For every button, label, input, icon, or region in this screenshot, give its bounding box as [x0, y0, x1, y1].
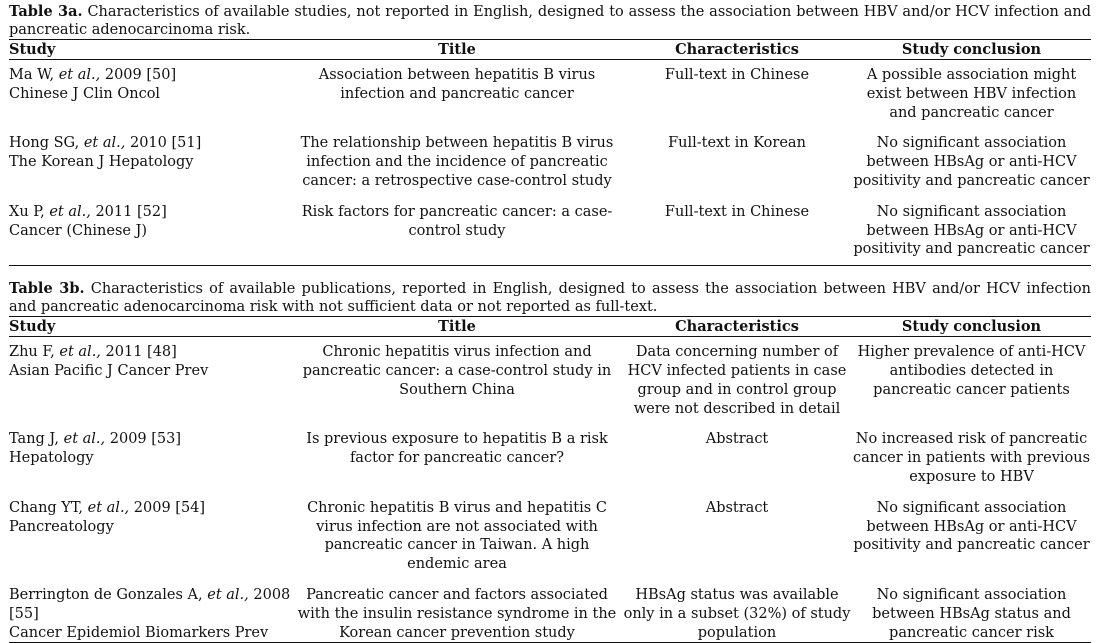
- title-cell: Chronic hepatitis virus infection and pancreatic cancer: a case-control study in Southern China: [302, 344, 612, 398]
- table-row: [9, 60, 1091, 129]
- study-cell: [9, 197, 292, 266]
- conclusion-cell: No significant association between HBsAg or anti-HCV positivity and pancreatic cancer: [852, 197, 1091, 266]
- study-etal: et al.,: [83, 135, 126, 152]
- study-journal: Cancer Epidemiol Biomarkers Prev: [9, 624, 269, 641]
- title-cell: The relationship between hepatitis B virus infection and the incidence of pancreatic cancer: a retrospective case-control study: [300, 135, 614, 189]
- title-cell: Is previous exposure to hepatitis B a risk factor for pancreatic cancer?: [306, 431, 608, 467]
- characteristics-cell: Abstract: [705, 499, 769, 516]
- study-cell: [9, 424, 292, 492]
- study-journal: Chinese J Clin Oncol: [9, 85, 161, 102]
- study-cell: [9, 128, 292, 196]
- title-cell: Pancreatic cancer and factors associated with the insulin resistance syndrome in the Korean cancer prevention study: [292, 580, 622, 643]
- header-characteristics: Characteristics: [622, 40, 852, 60]
- conclusion-cell: No significant association between HBsAg status and pancreatic cancer risk: [852, 580, 1091, 643]
- study-journal: Hepatology: [9, 450, 94, 467]
- conclusion-cell: A possible association might exist between HBV infection and pancreatic cancer: [866, 67, 1077, 121]
- study-journal: Asian Pacific J Cancer Prev: [9, 362, 209, 379]
- study-citation: 2011 [52]: [95, 203, 167, 220]
- study-etal: et al.,: [59, 344, 101, 361]
- study-journal: The Korean J Hepatology: [9, 154, 194, 171]
- characteristics-cell: Abstract: [705, 431, 769, 448]
- header-title: Title: [292, 40, 622, 60]
- study-etal: et al.,: [63, 431, 106, 448]
- table-row: [9, 128, 1091, 196]
- study-cell: [9, 337, 292, 425]
- characteristics-cell: Full-text in Chinese: [664, 67, 810, 83]
- table-3b-caption: [9, 280, 1091, 316]
- study-author: Zhu F,: [9, 344, 55, 361]
- study-author: Xu P,: [9, 203, 45, 220]
- table-row: [9, 493, 1091, 580]
- conclusion-cell: No significant association between HBsAg or anti-HCV positivity and pancreatic cancer: [853, 499, 1090, 554]
- study-cell: [9, 60, 292, 129]
- table-header-row: [9, 317, 1091, 337]
- study-author: Berrington de Gonzales A,: [9, 586, 203, 603]
- study-citation: 2010 [51]: [129, 135, 202, 152]
- conclusion-cell: No increased risk of pancreatic cancer in patients with previous exposure to HBV: [852, 431, 1091, 485]
- characteristics-cell: Data concerning number of HCV infected patients in case group and in control group were not described in detail: [627, 344, 847, 417]
- study-author: Chang YT,: [9, 499, 84, 516]
- header-study: Study: [9, 317, 292, 337]
- study-cell: [9, 493, 292, 580]
- study-citation: 2008 [55]: [9, 586, 291, 622]
- table-row: [9, 424, 1091, 492]
- study-author: Ma W,: [9, 67, 55, 83]
- title-cell: Chronic hepatitis B virus and hepatitis C virus infection are not associated with pancreatic cancer in Taiwan. A high endemic area: [307, 499, 607, 573]
- study-journal: Pancreatology: [9, 518, 114, 535]
- study-etal: et al.,: [49, 203, 91, 220]
- caption-text: Characteristics of available studies, not reported in English, designed to assess the association between HBV and/or HCV infection and pancreatic adenocarcinoma risk.: [9, 4, 1091, 38]
- table-row: [9, 197, 1091, 266]
- table-3b: [9, 316, 1091, 643]
- header-study-conclusion: Study conclusion: [852, 317, 1091, 337]
- characteristics-cell: Full-text in Chinese: [622, 197, 852, 266]
- characteristics-cell: HBsAg status was available only in a subset (32%) of study population: [622, 580, 852, 643]
- conclusion-cell: Higher prevalence of anti-HCV antibodies detected in pancreatic cancer patients: [857, 344, 1086, 398]
- study-cell: [9, 580, 292, 643]
- table-label: Table 3a.: [9, 3, 83, 20]
- table-3a-caption: [9, 3, 1091, 39]
- header-characteristics: Characteristics: [622, 317, 852, 337]
- caption-text: Characteristics of available publications, reported in English, designed to assess the association between HBV and/or HCV infection and pancreatic adenocarcinoma risk with not sufficient data or not reported as full-text.: [9, 281, 1092, 316]
- study-citation: 2009 [54]: [133, 499, 206, 516]
- header-study-conclusion: Study conclusion: [852, 40, 1091, 60]
- study-citation: 2009 [53]: [109, 431, 182, 448]
- study-etal: et al.,: [207, 586, 249, 603]
- title-cell: Risk factors for pancreatic cancer: a case-control study: [292, 197, 622, 266]
- study-author: Hong SG,: [9, 135, 80, 152]
- header-title: Title: [292, 317, 622, 337]
- conclusion-cell: No significant association between HBsAg or anti-HCV positivity and pancreatic cancer: [853, 135, 1090, 189]
- title-cell: Association between hepatitis B virus infection and pancreatic cancer: [318, 67, 596, 102]
- characteristics-cell: Full-text in Korean: [668, 135, 806, 152]
- study-etal: et al.,: [87, 499, 130, 516]
- study-author: Tang J,: [9, 431, 59, 448]
- study-citation: 2011 [48]: [105, 344, 177, 361]
- header-study: Study: [9, 40, 292, 60]
- study-etal: et al.,: [58, 67, 101, 83]
- table-row: [9, 580, 1091, 643]
- table-row: [9, 337, 1091, 425]
- table-header-row: [9, 40, 1091, 60]
- table-3a: [9, 39, 1091, 266]
- table-label: Table 3b.: [9, 280, 85, 298]
- study-journal: Cancer (Chinese J): [9, 222, 148, 239]
- study-citation: 2009 [50]: [104, 67, 177, 83]
